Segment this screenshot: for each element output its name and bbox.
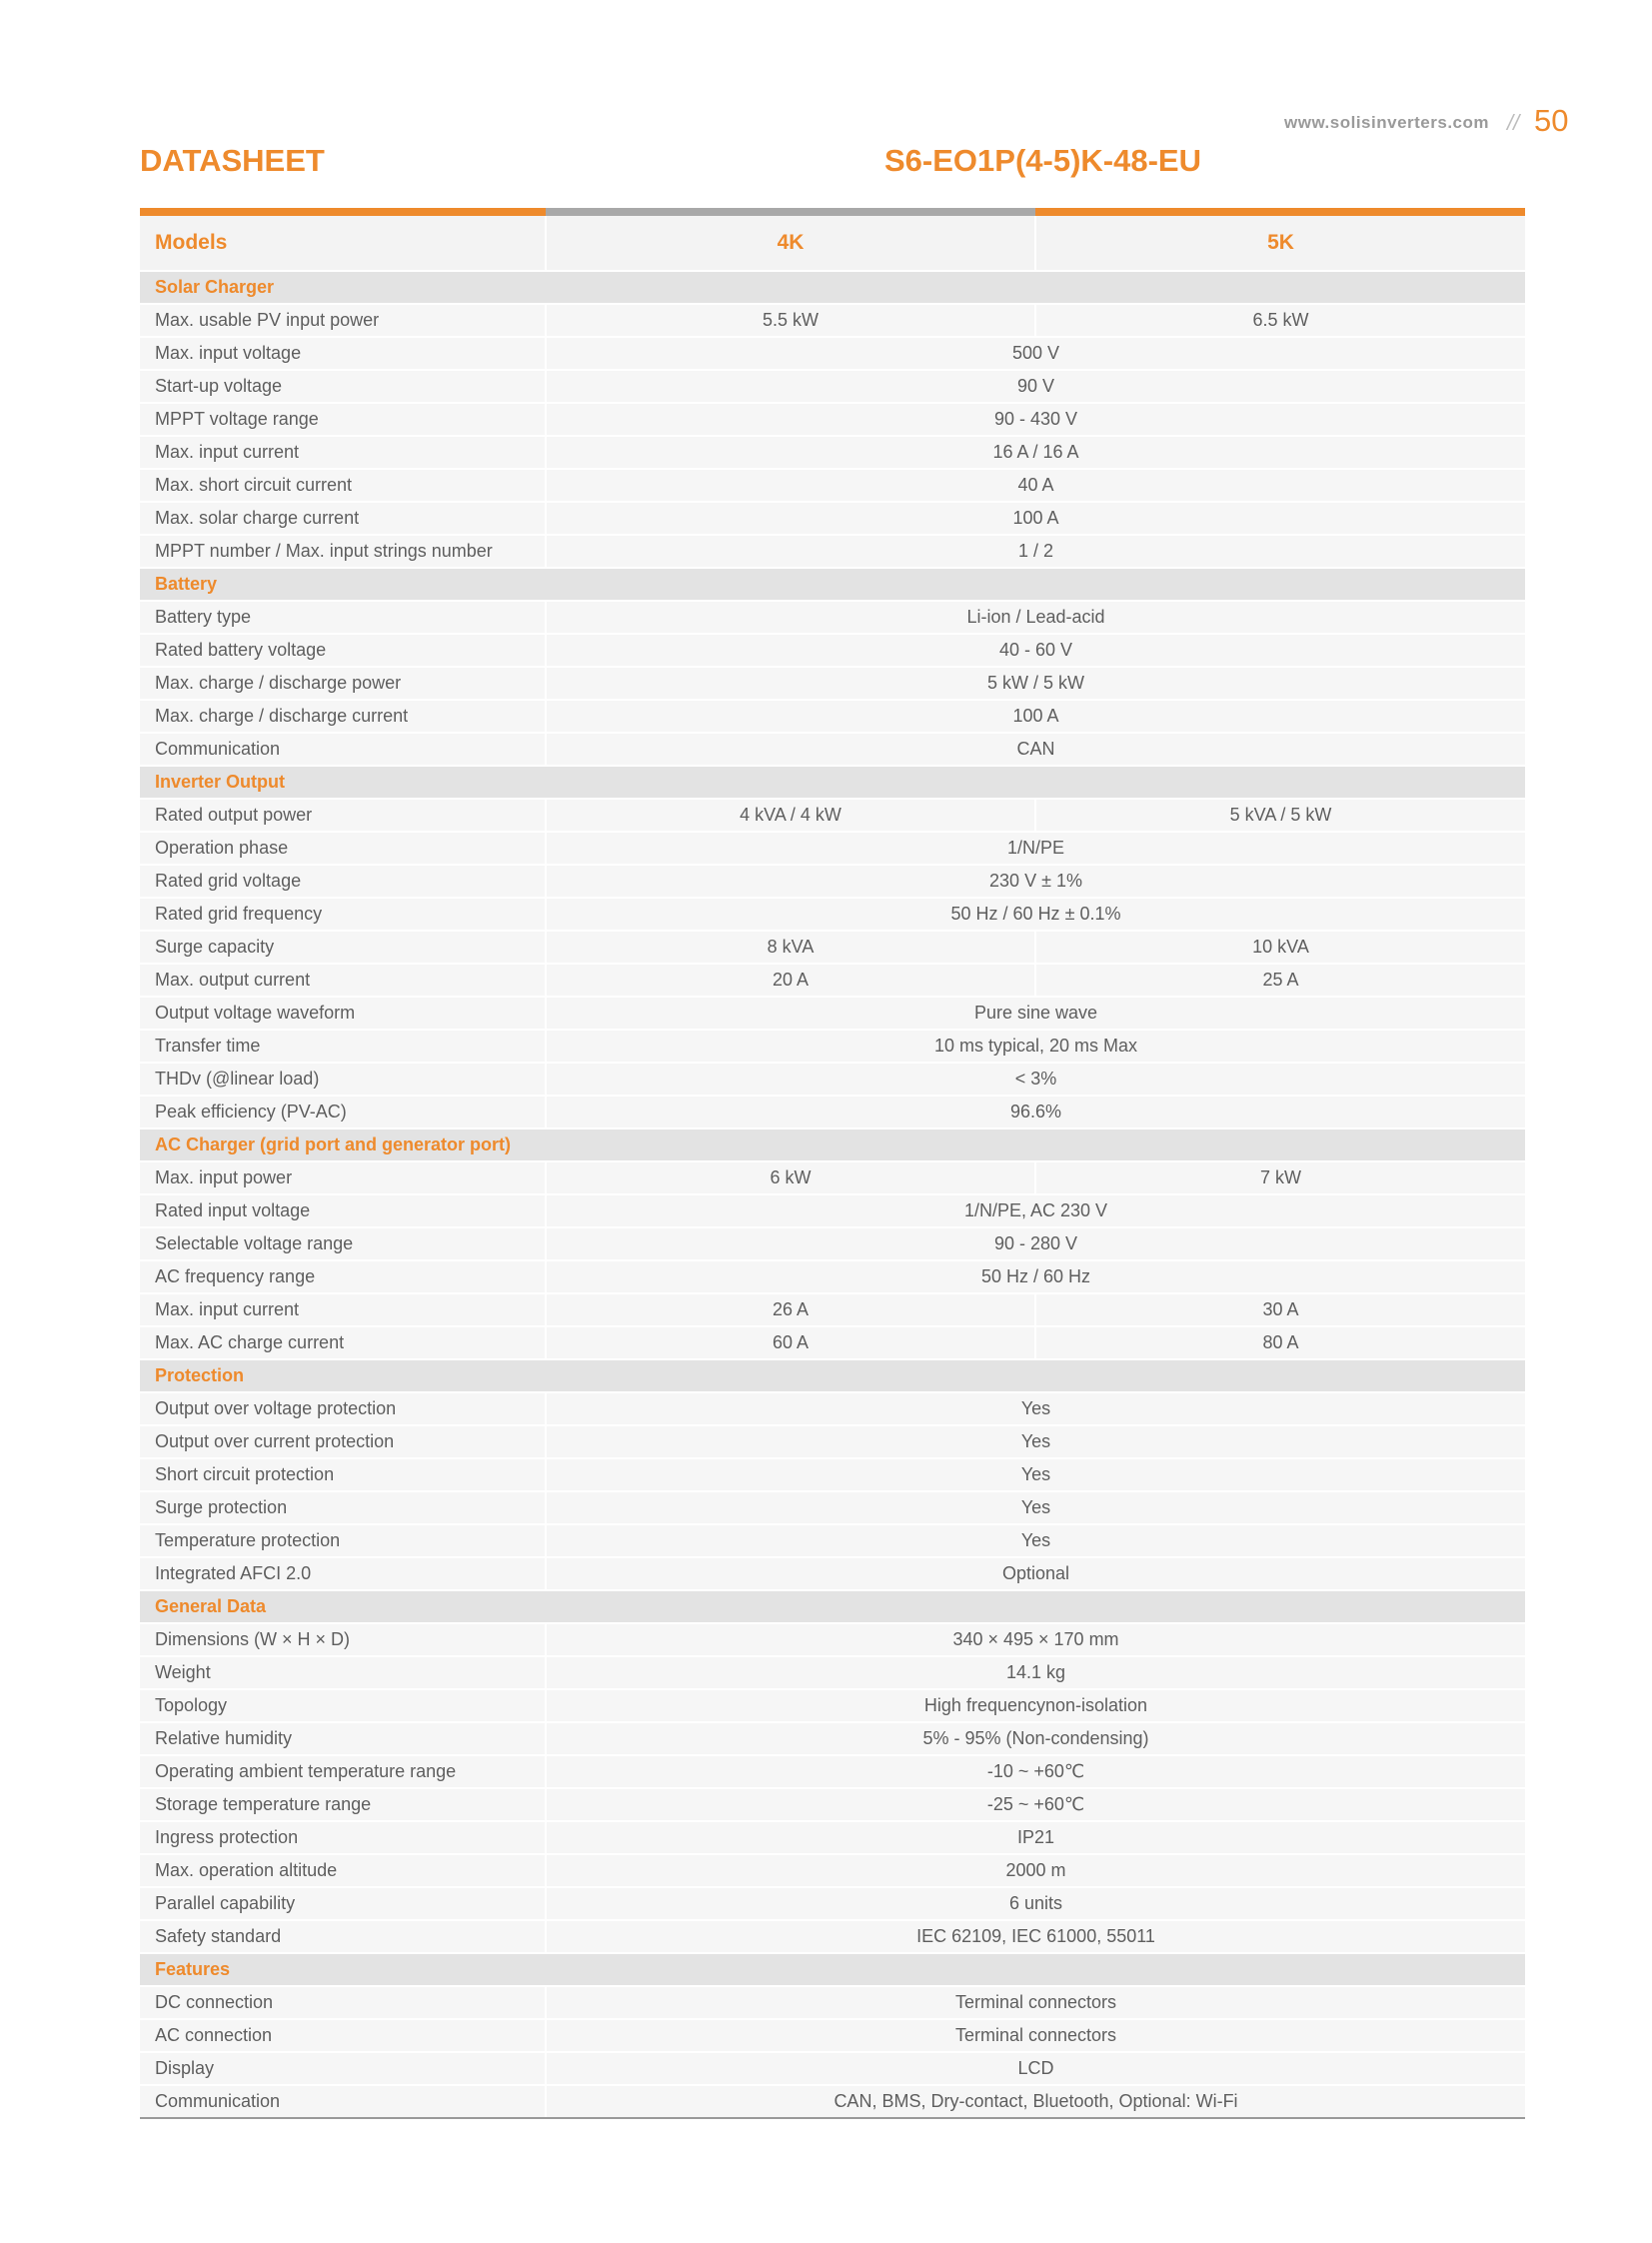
row-label: Max. charge / discharge power bbox=[140, 667, 546, 700]
row-value: 5% - 95% (Non-condensing) bbox=[546, 1722, 1525, 1755]
section-header bbox=[140, 766, 1525, 799]
table-row bbox=[140, 1755, 1525, 1788]
row-label: Peak efficiency (PV-AC) bbox=[140, 1096, 546, 1128]
row-value: Terminal connectors bbox=[546, 1986, 1525, 2019]
row-label: AC frequency range bbox=[140, 1260, 546, 1293]
table-row bbox=[140, 1722, 1525, 1755]
table-row bbox=[140, 1656, 1525, 1689]
table-row bbox=[140, 2019, 1525, 2052]
row-value-4k: 8 kVA bbox=[546, 931, 1035, 964]
section-title: Solar Charger bbox=[140, 271, 1525, 304]
section-header bbox=[140, 1359, 1525, 1392]
row-value: -25 ~ +60℃ bbox=[546, 1788, 1525, 1821]
model-title: S6-EO1P(4-5)K-48-EU bbox=[884, 143, 1201, 178]
row-label: Start-up voltage bbox=[140, 370, 546, 403]
row-value: 1 / 2 bbox=[546, 535, 1525, 568]
row-label: Max. AC charge current bbox=[140, 1326, 546, 1359]
row-value: Li-ion / Lead-acid bbox=[546, 601, 1525, 634]
header-accent-bar bbox=[140, 208, 546, 216]
row-label: Max. usable PV input power bbox=[140, 304, 546, 337]
table-row bbox=[140, 1920, 1525, 1953]
table-row bbox=[140, 964, 1525, 997]
table-row bbox=[140, 1689, 1525, 1722]
row-value: 5 kW / 5 kW bbox=[546, 667, 1525, 700]
row-value: Optional bbox=[546, 1557, 1525, 1590]
table-row bbox=[140, 1096, 1525, 1128]
row-value-4k: 20 A bbox=[546, 964, 1035, 997]
row-value: 2000 m bbox=[546, 1854, 1525, 1887]
table-row bbox=[140, 1491, 1525, 1524]
row-label: Output over voltage protection bbox=[140, 1392, 546, 1425]
table-row bbox=[140, 1854, 1525, 1887]
row-value: 90 - 430 V bbox=[546, 403, 1525, 436]
table-row bbox=[140, 2085, 1525, 2117]
row-label: Surge capacity bbox=[140, 931, 546, 964]
row-label: Selectable voltage range bbox=[140, 1227, 546, 1260]
section-title: Inverter Output bbox=[140, 766, 1525, 799]
row-label: Max. input current bbox=[140, 436, 546, 469]
table-row bbox=[140, 1030, 1525, 1063]
row-value: 90 - 280 V bbox=[546, 1227, 1525, 1260]
row-value: 100 A bbox=[546, 700, 1525, 733]
table-row bbox=[140, 1986, 1525, 2019]
table-row bbox=[140, 1788, 1525, 1821]
section-title: Battery bbox=[140, 568, 1525, 601]
table-row bbox=[140, 1293, 1525, 1326]
row-label: Integrated AFCI 2.0 bbox=[140, 1557, 546, 1590]
table-row bbox=[140, 1524, 1525, 1557]
row-value: 1/N/PE, AC 230 V bbox=[546, 1194, 1525, 1227]
table-row bbox=[140, 1194, 1525, 1227]
row-value: CAN bbox=[546, 733, 1525, 766]
website-url: www.solisinverters.com bbox=[1284, 113, 1489, 132]
table-row bbox=[140, 1260, 1525, 1293]
row-value-4k: 6 kW bbox=[546, 1161, 1035, 1194]
row-value: Pure sine wave bbox=[546, 997, 1525, 1030]
row-label: Surge protection bbox=[140, 1491, 546, 1524]
table-row bbox=[140, 469, 1525, 502]
table-row bbox=[140, 601, 1525, 634]
table-row bbox=[140, 1887, 1525, 1920]
table-row bbox=[140, 1623, 1525, 1656]
row-value: 6 units bbox=[546, 1887, 1525, 1920]
row-label: Operation phase bbox=[140, 832, 546, 865]
row-label: Rated output power bbox=[140, 799, 546, 832]
row-label: Ingress protection bbox=[140, 1821, 546, 1854]
header-accent-bar bbox=[546, 208, 1035, 216]
row-value: 40 A bbox=[546, 469, 1525, 502]
section-header bbox=[140, 271, 1525, 304]
row-label: Rated grid voltage bbox=[140, 865, 546, 898]
row-value: LCD bbox=[546, 2052, 1525, 2085]
table-row bbox=[140, 2052, 1525, 2085]
section-title: General Data bbox=[140, 1590, 1525, 1623]
section-header bbox=[140, 1590, 1525, 1623]
row-value: Yes bbox=[546, 1524, 1525, 1557]
row-value: Yes bbox=[546, 1425, 1525, 1458]
row-value: Terminal connectors bbox=[546, 2019, 1525, 2052]
section-header bbox=[140, 1953, 1525, 1986]
section-title: Protection bbox=[140, 1359, 1525, 1392]
row-value: 1/N/PE bbox=[546, 832, 1525, 865]
row-value-4k: 5.5 kW bbox=[546, 304, 1035, 337]
row-value: Yes bbox=[546, 1392, 1525, 1425]
row-label: Max. charge / discharge current bbox=[140, 700, 546, 733]
header-accent-bar bbox=[1035, 208, 1525, 216]
row-label: Weight bbox=[140, 1656, 546, 1689]
table-row bbox=[140, 1063, 1525, 1096]
row-value: 96.6% bbox=[546, 1096, 1525, 1128]
table-row bbox=[140, 535, 1525, 568]
row-label: Rated grid frequency bbox=[140, 898, 546, 931]
row-value-5k: 25 A bbox=[1035, 964, 1525, 997]
row-value-5k: 7 kW bbox=[1035, 1161, 1525, 1194]
row-value-5k: 5 kVA / 5 kW bbox=[1035, 799, 1525, 832]
row-value-4k: 4 kVA / 4 kW bbox=[546, 799, 1035, 832]
table-row bbox=[140, 667, 1525, 700]
row-value: < 3% bbox=[546, 1063, 1525, 1096]
row-value: 14.1 kg bbox=[546, 1656, 1525, 1689]
row-label: Max. input voltage bbox=[140, 337, 546, 370]
row-label: Output voltage waveform bbox=[140, 997, 546, 1030]
row-label: Max. input current bbox=[140, 1293, 546, 1326]
column-header-4k: 4K bbox=[546, 216, 1035, 271]
page-number: 50 bbox=[1534, 103, 1569, 138]
row-label: Rated input voltage bbox=[140, 1194, 546, 1227]
table-row bbox=[140, 1557, 1525, 1590]
row-label: Dimensions (W × H × D) bbox=[140, 1623, 546, 1656]
row-label: MPPT voltage range bbox=[140, 403, 546, 436]
column-header-5k: 5K bbox=[1035, 216, 1525, 271]
row-label: Relative humidity bbox=[140, 1722, 546, 1755]
table-row bbox=[140, 1392, 1525, 1425]
row-label: Display bbox=[140, 2052, 546, 2085]
table-row bbox=[140, 733, 1525, 766]
row-label: Temperature protection bbox=[140, 1524, 546, 1557]
page-separator: // bbox=[1507, 110, 1520, 135]
row-value: 100 A bbox=[546, 502, 1525, 535]
row-label: Short circuit protection bbox=[140, 1458, 546, 1491]
table-row bbox=[140, 700, 1525, 733]
row-label: Operating ambient temperature range bbox=[140, 1755, 546, 1788]
row-value: 500 V bbox=[546, 337, 1525, 370]
row-value-4k: 60 A bbox=[546, 1326, 1035, 1359]
table-row bbox=[140, 436, 1525, 469]
table-row bbox=[140, 1326, 1525, 1359]
row-label: Battery type bbox=[140, 601, 546, 634]
section-header bbox=[140, 568, 1525, 601]
row-value-5k: 10 kVA bbox=[1035, 931, 1525, 964]
column-header-models: Models bbox=[140, 216, 546, 271]
table-row bbox=[140, 502, 1525, 535]
row-value: 10 ms typical, 20 ms Max bbox=[546, 1030, 1525, 1063]
row-label: MPPT number / Max. input strings number bbox=[140, 535, 546, 568]
row-label: Max. input power bbox=[140, 1161, 546, 1194]
row-value: 90 V bbox=[546, 370, 1525, 403]
row-label: Max. short circuit current bbox=[140, 469, 546, 502]
section-header bbox=[140, 1128, 1525, 1161]
table-row bbox=[140, 931, 1525, 964]
row-value: 50 Hz / 60 Hz bbox=[546, 1260, 1525, 1293]
table-row bbox=[140, 1458, 1525, 1491]
row-label: Max. operation altitude bbox=[140, 1854, 546, 1887]
table-header-row bbox=[140, 216, 1525, 271]
row-value: IEC 62109, IEC 61000, 55011 bbox=[546, 1920, 1525, 1953]
row-value-5k: 6.5 kW bbox=[1035, 304, 1525, 337]
row-label: Storage temperature range bbox=[140, 1788, 546, 1821]
table-row bbox=[140, 832, 1525, 865]
table-row bbox=[140, 865, 1525, 898]
row-label: Transfer time bbox=[140, 1030, 546, 1063]
row-value-4k: 26 A bbox=[546, 1293, 1035, 1326]
table-row bbox=[140, 898, 1525, 931]
table-row bbox=[140, 403, 1525, 436]
row-label: Output over current protection bbox=[140, 1425, 546, 1458]
table-row bbox=[140, 337, 1525, 370]
row-label: Max. solar charge current bbox=[140, 502, 546, 535]
table-row bbox=[140, 997, 1525, 1030]
row-value-5k: 30 A bbox=[1035, 1293, 1525, 1326]
row-value: High frequencynon-isolation bbox=[546, 1689, 1525, 1722]
table-row bbox=[140, 799, 1525, 832]
row-label: Communication bbox=[140, 733, 546, 766]
table-row bbox=[140, 1161, 1525, 1194]
row-label: Communication bbox=[140, 2085, 546, 2117]
row-value: Yes bbox=[546, 1491, 1525, 1524]
row-label: THDv (@linear load) bbox=[140, 1063, 546, 1096]
row-value: Yes bbox=[546, 1458, 1525, 1491]
row-label: AC connection bbox=[140, 2019, 546, 2052]
row-value-5k: 80 A bbox=[1035, 1326, 1525, 1359]
row-label: Topology bbox=[140, 1689, 546, 1722]
row-value: -10 ~ +60℃ bbox=[546, 1755, 1525, 1788]
section-title: AC Charger (grid port and generator port) bbox=[140, 1128, 1525, 1161]
row-value: CAN, BMS, Dry-contact, Bluetooth, Optional: Wi-Fi bbox=[546, 2085, 1525, 2117]
row-label: DC connection bbox=[140, 1986, 546, 2019]
section-title: Features bbox=[140, 1953, 1525, 1986]
row-value: 50 Hz / 60 Hz ± 0.1% bbox=[546, 898, 1525, 931]
row-value: 40 - 60 V bbox=[546, 634, 1525, 667]
row-label: Max. output current bbox=[140, 964, 546, 997]
row-value: 230 V ± 1% bbox=[546, 865, 1525, 898]
table-row bbox=[140, 304, 1525, 337]
row-value: 16 A / 16 A bbox=[546, 436, 1525, 469]
row-label: Parallel capability bbox=[140, 1887, 546, 1920]
table-row bbox=[140, 634, 1525, 667]
table-row bbox=[140, 1425, 1525, 1458]
table-bottom-rule bbox=[140, 2117, 1525, 2119]
row-label: Safety standard bbox=[140, 1920, 546, 1953]
row-label: Rated battery voltage bbox=[140, 634, 546, 667]
page-title: DATASHEET bbox=[140, 143, 325, 178]
row-value: 340 × 495 × 170 mm bbox=[546, 1623, 1525, 1656]
spec-table bbox=[140, 216, 1525, 2117]
table-row bbox=[140, 370, 1525, 403]
table-row bbox=[140, 1821, 1525, 1854]
table-row bbox=[140, 1227, 1525, 1260]
row-value: IP21 bbox=[546, 1821, 1525, 1854]
